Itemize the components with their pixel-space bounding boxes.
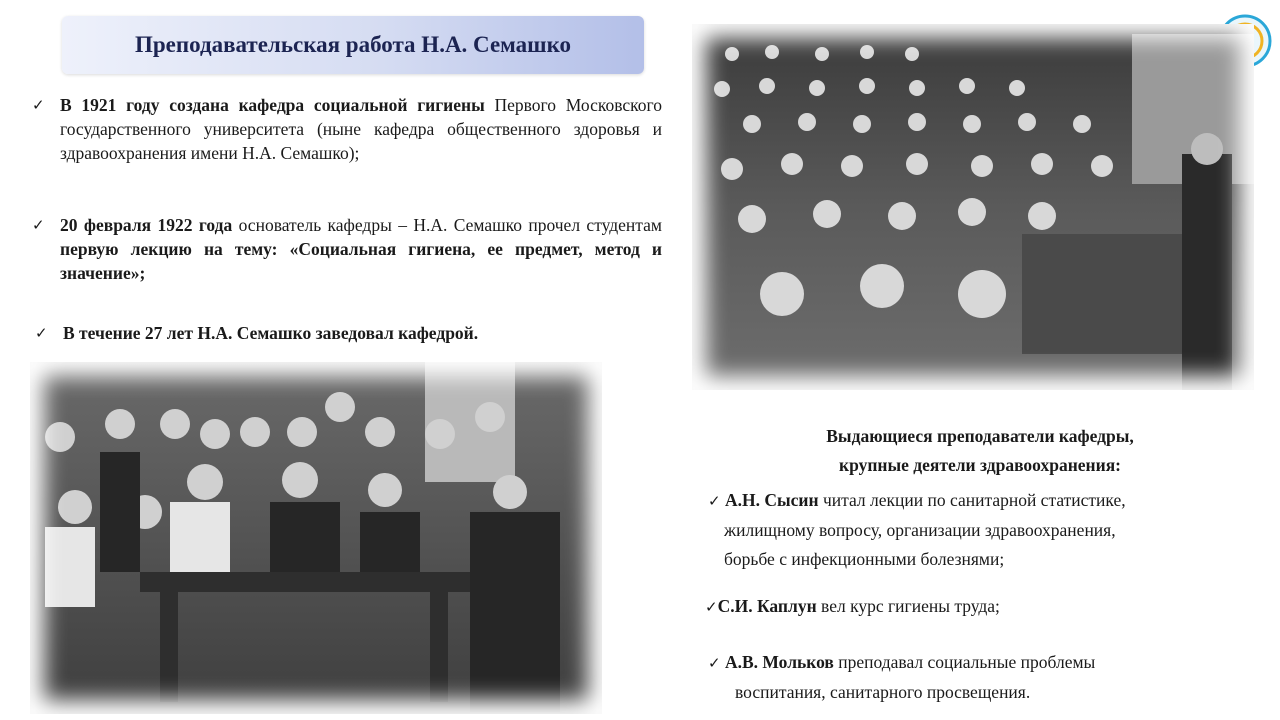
check-icon: ✓ — [705, 598, 718, 616]
teacher-item — [708, 486, 1228, 574]
check-icon: ✓ — [32, 96, 45, 114]
bullet-lecture-text: основатель кафедры – Н.А. Семашко прочел студентам — [232, 215, 662, 235]
bullet-lecture-topic: первую лекцию на тему: «Социальная гигиена, ее предмет, метод и значение»; — [60, 239, 662, 283]
check-icon: ✓ — [32, 216, 45, 234]
teachers-heading-line2: крупные деятели здравоохранения: — [838, 455, 1122, 475]
teacher-desc-line1: преподавал социальные проблемы — [833, 652, 1096, 672]
department-staff-photo — [30, 362, 602, 714]
teachers-heading-line1: Выдающиеся преподаватели кафедры, — [826, 426, 1134, 446]
bullet-first-lecture — [32, 213, 662, 285]
teacher-item — [705, 592, 1205, 622]
bullet-lecture-date: 20 февраля 1922 года — [60, 215, 233, 235]
bullet-tenure-text: В течение 27 лет Н.А. Семашко заведовал кафедрой. — [63, 323, 479, 343]
teacher-item — [708, 648, 1228, 707]
check-icon: ✓ — [708, 654, 721, 672]
teacher-desc-line2: воспитания, санитарного просвещения. — [735, 682, 1031, 702]
teacher-desc-line1: вел курс гигиены труда; — [816, 596, 1000, 616]
teacher-desc-line1: читал лекции по санитарной статистике, — [818, 490, 1126, 510]
title-banner — [62, 16, 644, 74]
bullet-founding — [32, 93, 663, 165]
teacher-name: А.В. Мольков — [724, 652, 834, 672]
lecture-hall-photo — [692, 24, 1254, 390]
bullet-tenure — [35, 321, 623, 345]
teacher-desc-line3: борьбе с инфекционными болезнями; — [724, 549, 1005, 569]
teacher-name: С.И. Каплун — [717, 596, 817, 616]
teachers-heading — [740, 422, 1220, 480]
teacher-desc-line2: жилищному вопросу, организации здравоохранения, — [724, 520, 1116, 540]
check-icon: ✓ — [35, 324, 48, 342]
bullet-founding-text: Первого Московского государственного университета (ныне кафедра общественного здоровья и здравоохранения имени Н.А. Семашко); — [60, 95, 663, 163]
page-title: Преподавательская работа Н.А. Семашко — [134, 32, 572, 57]
check-icon: ✓ — [708, 492, 721, 510]
bullet-founding-bold: В 1921 году создана кафедра социальной гигиены — [60, 95, 485, 115]
teacher-name: А.Н. Сысин — [724, 490, 819, 510]
